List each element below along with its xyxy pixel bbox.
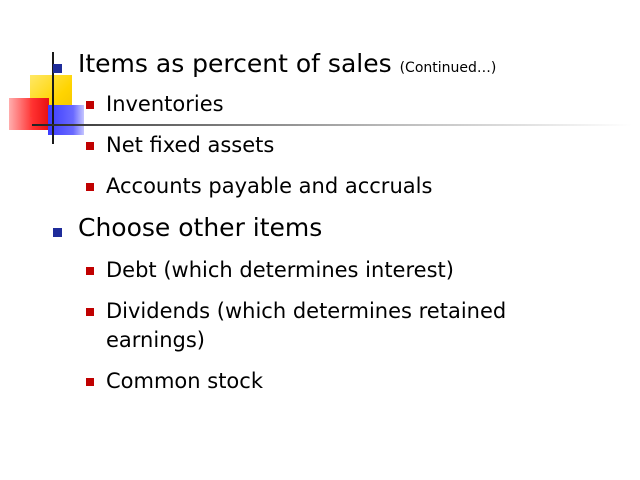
level2-bullet-icon: [86, 183, 94, 191]
list-item-dividends-line2: earnings): [106, 328, 205, 352]
logo-yellow-square: [30, 75, 72, 117]
list-item-net-fixed-assets: Net fixed assets: [106, 133, 275, 157]
list-item-debt: Debt (which determines interest): [106, 258, 454, 282]
logo-horizontal-line: [32, 124, 632, 126]
level2-bullet-icon: [86, 308, 94, 316]
heading-items-percent-of-sales: [78, 49, 496, 83]
level2-bullet-icon: [86, 101, 94, 109]
list-item-accounts-payable: Accounts payable and accruals: [106, 174, 433, 198]
heading1-text: Items as percent of sales: [78, 49, 392, 78]
logo-blue-square: [48, 105, 84, 135]
level1-bullet-icon: [53, 228, 62, 237]
heading1-continued: (Continued…): [399, 60, 497, 76]
logo-red-square: [9, 98, 49, 130]
list-item-inventories: Inventories: [106, 92, 224, 116]
level2-bullet-icon: [86, 378, 94, 386]
list-item-common-stock: Common stock: [106, 369, 263, 393]
list-item-dividends-line1: Dividends (which determines retained: [106, 299, 507, 323]
level1-bullet-icon: [53, 64, 62, 73]
heading-choose-other-items: Choose other items: [78, 213, 323, 242]
level2-bullet-icon: [86, 142, 94, 150]
level2-bullet-icon: [86, 267, 94, 275]
